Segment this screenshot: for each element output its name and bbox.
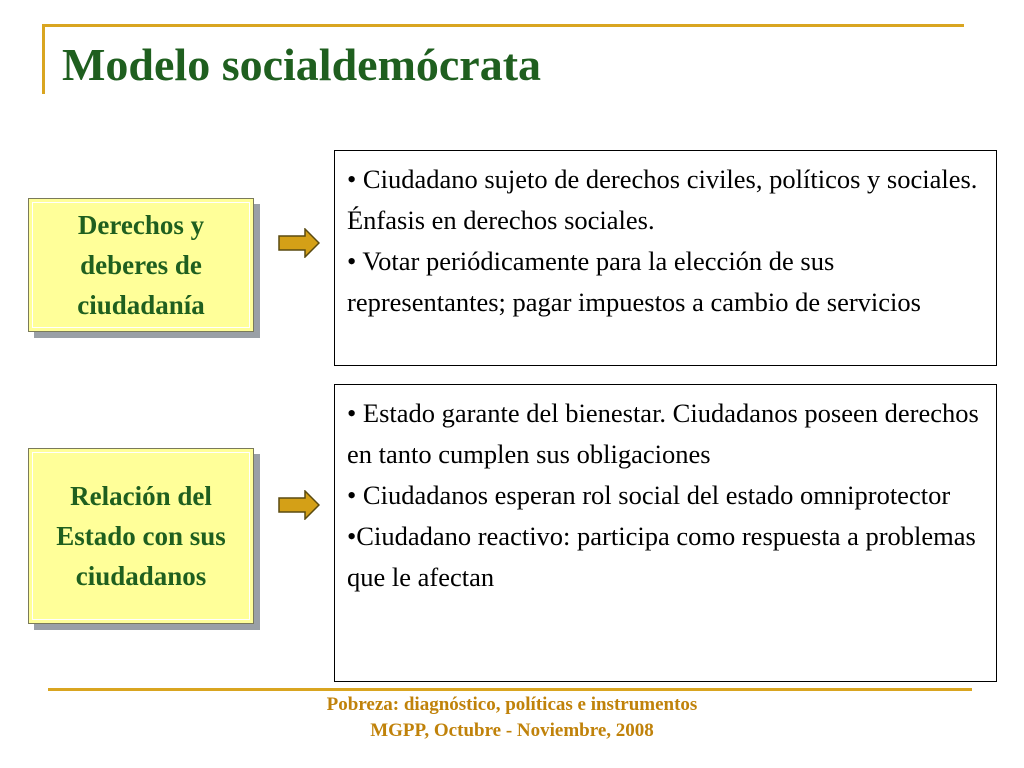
row-2-label-group [28, 448, 254, 624]
footer-line-1: Pobreza: diagnóstico, políticas e instrumentos [326, 694, 698, 715]
row-2-content-box [334, 384, 997, 682]
row-1-content-box [334, 150, 997, 366]
title-left-rule [42, 24, 45, 94]
row-1-label-text: Derechos y deberes de ciudadanía [77, 210, 205, 320]
footer-line-2: MGPP, Octubre - Noviembre, 2008 [370, 720, 654, 741]
row-2-label-text: Relación del Estado con sus ciudadanos [56, 481, 226, 591]
right-arrow-icon [278, 490, 320, 520]
slide-title: Modelo socialdemócrata [62, 39, 542, 90]
row-2-label-box [28, 448, 254, 624]
row-2-bullet-1: • Estado garante del bienestar. Ciudadanos poseen derechos en tanto cumplen sus obligaciones [347, 398, 979, 469]
title-top-rule [42, 24, 964, 27]
row-2-bullet-2: • Ciudadanos esperan rol social del estado omniprotector [347, 480, 951, 510]
row-2-bullet-3: •Ciudadano reactivo: participa como respuesta a problemas que le afectan [347, 521, 976, 592]
row-1-label-group [28, 198, 254, 332]
footer-rule [48, 688, 972, 691]
right-arrow-icon [278, 228, 320, 258]
row-1-label-box [28, 198, 254, 332]
row-1-bullet-1: • Ciudadano sujeto de derechos civiles, políticos y sociales. Énfasis en derechos sociales. [347, 164, 978, 235]
row-1-bullet-2: • Votar periódicamente para la elección de sus representantes; pagar impuestos a cambio de servicios [347, 246, 921, 317]
